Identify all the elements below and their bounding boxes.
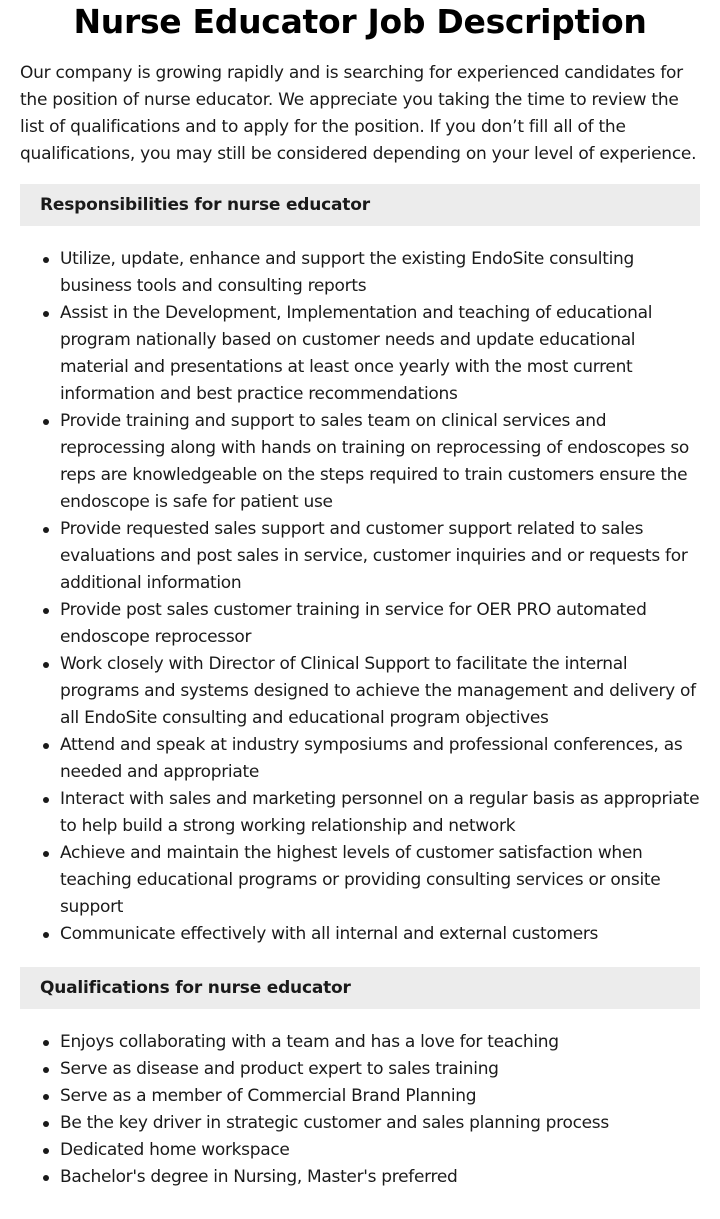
list-item: Work closely with Director of Clinical Support to facilitate the internal programs and systems designed to achieve the management and delivery of all EndoSite consulting and educational program objectives [60,651,700,732]
list-item: Provide requested sales support and customer support related to sales evaluations and post sales in service, customer inquiries and or requests for additional information [60,516,700,597]
list-item: Bachelor's degree in Nursing, Master's preferred [60,1164,700,1191]
list-item: Enjoys collaborating with a team and has a love for teaching [60,1029,700,1056]
page-title: Nurse Educator Job Description [73,2,647,41]
list-item: Interact with sales and marketing personnel on a regular basis as appropriate to help build a strong working relationship and network [60,786,700,840]
responsibilities-heading: Responsibilities for nurse educator [20,184,700,226]
intro-paragraph: Our company is growing rapidly and is searching for experienced candidates for the position of nurse educator. We appreciate you taking the time to review the list of qualifications and to apply for the position. If you don’t fill all of the qualifications, you may still be considered depending on your level of experience. [20,63,697,164]
list-item: Be the key driver in strategic customer and sales planning process [60,1110,700,1137]
qualifications-list [20,1029,700,1191]
list-item: Achieve and maintain the highest levels of customer satisfaction when teaching educational programs or providing consulting services or onsite support [60,840,700,921]
list-item: Dedicated home workspace [60,1137,700,1164]
list-item: Utilize, update, enhance and support the existing EndoSite consulting business tools and consulting reports [60,246,700,300]
list-item: Provide post sales customer training in service for OER PRO automated endoscope reprocessor [60,597,700,651]
list-item: Communicate effectively with all internal and external customers [60,921,700,948]
list-item: Serve as disease and product expert to sales training [60,1056,700,1083]
list-item: Attend and speak at industry symposiums and professional conferences, as needed and appropriate [60,732,700,786]
responsibilities-list [20,246,700,948]
list-item: Serve as a member of Commercial Brand Planning [60,1083,700,1110]
list-item: Provide training and support to sales team on clinical services and reprocessing along with hands on training on reprocessing of endoscopes so reps are knowledgeable on the steps required to train customers ensure the endoscope is safe for patient use [60,408,700,516]
qualifications-heading: Qualifications for nurse educator [20,967,700,1009]
list-item: Assist in the Development, Implementation and teaching of educational program nationally based on customer needs and update educational material and presentations at least once yearly with the most current information and best practice recommendations [60,300,700,408]
